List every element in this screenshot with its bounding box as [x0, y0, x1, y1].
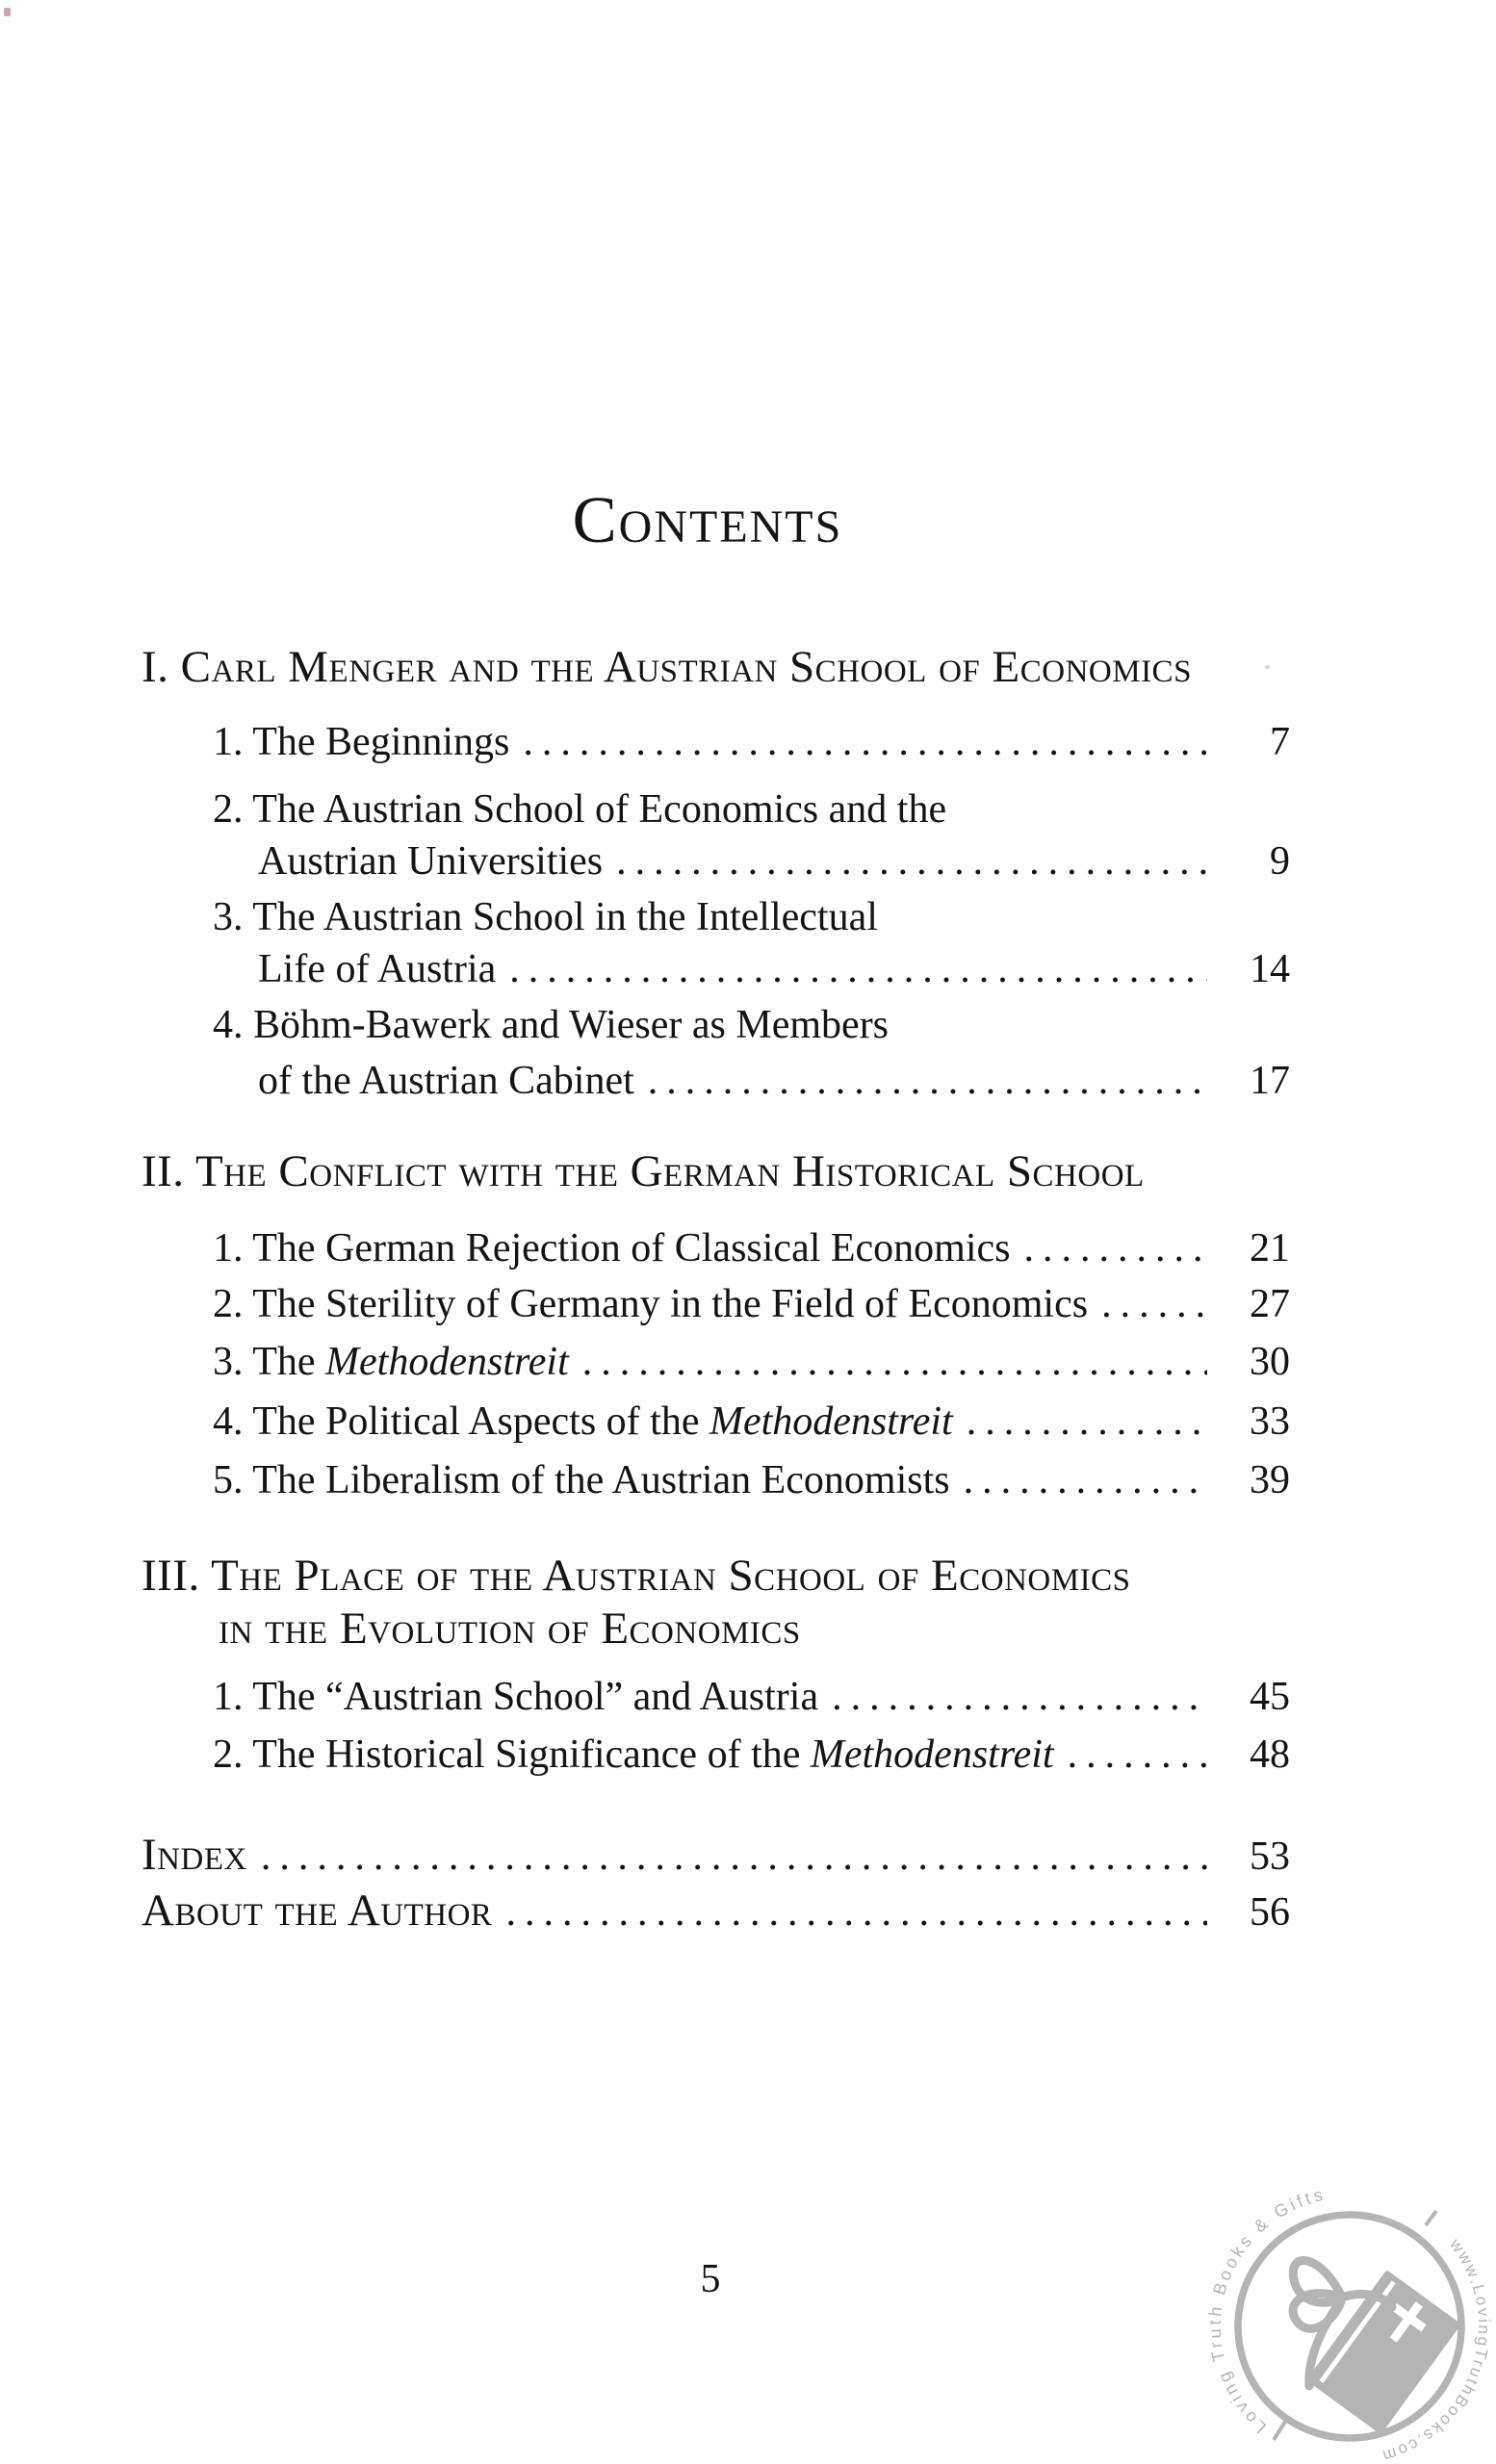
toc-item-text: 1. The “Austrian School” and Austria [213, 1675, 819, 1719]
toc-item-continuation [258, 1057, 1290, 1105]
dot-leader [964, 1456, 1207, 1504]
stamp-separator [1274, 2422, 1285, 2440]
toc-item [213, 1338, 1290, 1386]
toc-item-text: 5. The Liberalism of the Austrian Economists [213, 1458, 950, 1502]
dot-leader [261, 1833, 1207, 1881]
toc-item-text: 1. The German Rejection of Classical Economics [213, 1226, 1011, 1270]
toc-item [213, 718, 1290, 766]
toc-item [213, 1001, 1290, 1049]
toc-item [213, 1280, 1290, 1328]
page-number: 27 [1250, 1282, 1290, 1326]
dot-leader [832, 1673, 1207, 1721]
page-number: 56 [1250, 1890, 1290, 1935]
dot-leader [616, 837, 1207, 886]
dot-leader [505, 1888, 1207, 1937]
toc-item-text: Life of Austria [258, 947, 497, 991]
page-number: 7 [1270, 720, 1290, 764]
toc-item [213, 1731, 1290, 1779]
stamp-arc-text-top: Loving Truth Books & Gifts [1205, 2184, 1328, 2438]
toc-item-text-italic: Methodenstreit [709, 1399, 953, 1444]
toc-item [213, 785, 1290, 834]
dot-leader [1024, 1224, 1208, 1272]
page-number: 45 [1250, 1675, 1290, 1719]
toc-item-continuation [258, 945, 1290, 993]
dot-leader [523, 718, 1207, 766]
toc-item-text: 3. The Austrian School in the Intellectual [213, 895, 878, 939]
page-number: 17 [1250, 1059, 1290, 1103]
dot-leader [967, 1398, 1207, 1446]
page-number: 33 [1250, 1399, 1290, 1444]
toc-item-text: 4. Böhm-Bawerk and Wieser as Members [213, 1003, 890, 1047]
page-number: 39 [1250, 1458, 1290, 1502]
toc-item-text: 2. The Historical Significance of the [213, 1732, 811, 1777]
dot-leader [1101, 1280, 1207, 1328]
stamp-separator [1426, 2211, 1436, 2225]
backmatter-label: About the Author [142, 1886, 493, 1936]
page-number: 48 [1250, 1732, 1290, 1777]
toc-item-text: 3. The [213, 1340, 326, 1384]
toc-item-text: 2. The Sterility of Germany in the Field of Economics [213, 1282, 1089, 1326]
section-heading-2: II. The Conflict with the German Historical School [142, 1146, 1145, 1196]
toc-item-text: 1. The Beginnings [213, 720, 510, 764]
toc-item [213, 1673, 1290, 1721]
toc-item-continuation [258, 837, 1290, 886]
toc-item-text-italic: Methodenstreit [810, 1732, 1054, 1777]
dot-leader [582, 1338, 1207, 1386]
dot-leader [648, 1057, 1207, 1105]
section-heading-1: I. Carl Menger and the Austrian School of Economics [142, 642, 1192, 692]
toc-item-text-italic: Methodenstreit [325, 1340, 569, 1384]
toc-item-text: 4. The Political Aspects of the [213, 1399, 709, 1444]
toc-item-text: of the Austrian Cabinet [258, 1059, 634, 1103]
scan-speck [4, 8, 11, 16]
folio-page-number: 5 [700, 2257, 721, 2301]
backmatter-row-about-author [142, 1884, 1290, 1938]
toc-item-text: 2. The Austrian School of Economics and the [213, 787, 947, 832]
page-number: 30 [1250, 1340, 1290, 1384]
page-number: 14 [1250, 947, 1290, 991]
toc-item [213, 1224, 1290, 1272]
page-number: 21 [1250, 1226, 1290, 1270]
toc-item [213, 1456, 1290, 1504]
scan-speck [1265, 665, 1270, 669]
dot-leader [1068, 1731, 1207, 1779]
toc-item [213, 893, 1290, 941]
page-number: 53 [1250, 1835, 1290, 1879]
section-heading-3-line2: in the Evolution of Economics [219, 1604, 801, 1654]
backmatter-label: Index [142, 1830, 247, 1880]
page-number: 9 [1270, 839, 1290, 884]
dot-leader [509, 945, 1207, 993]
backmatter-row-index [142, 1828, 1290, 1882]
toc-item [213, 1398, 1290, 1446]
publisher-stamp [1205, 2182, 1494, 2464]
toc-item-text: Austrian Universities [258, 839, 604, 884]
section-heading-3: III. The Place of the Austrian School of Economics [142, 1551, 1131, 1601]
stamp-arc-text-bottom: www.LovingTruthBooks.com [1379, 2235, 1494, 2464]
page-title: Contents [572, 483, 843, 556]
